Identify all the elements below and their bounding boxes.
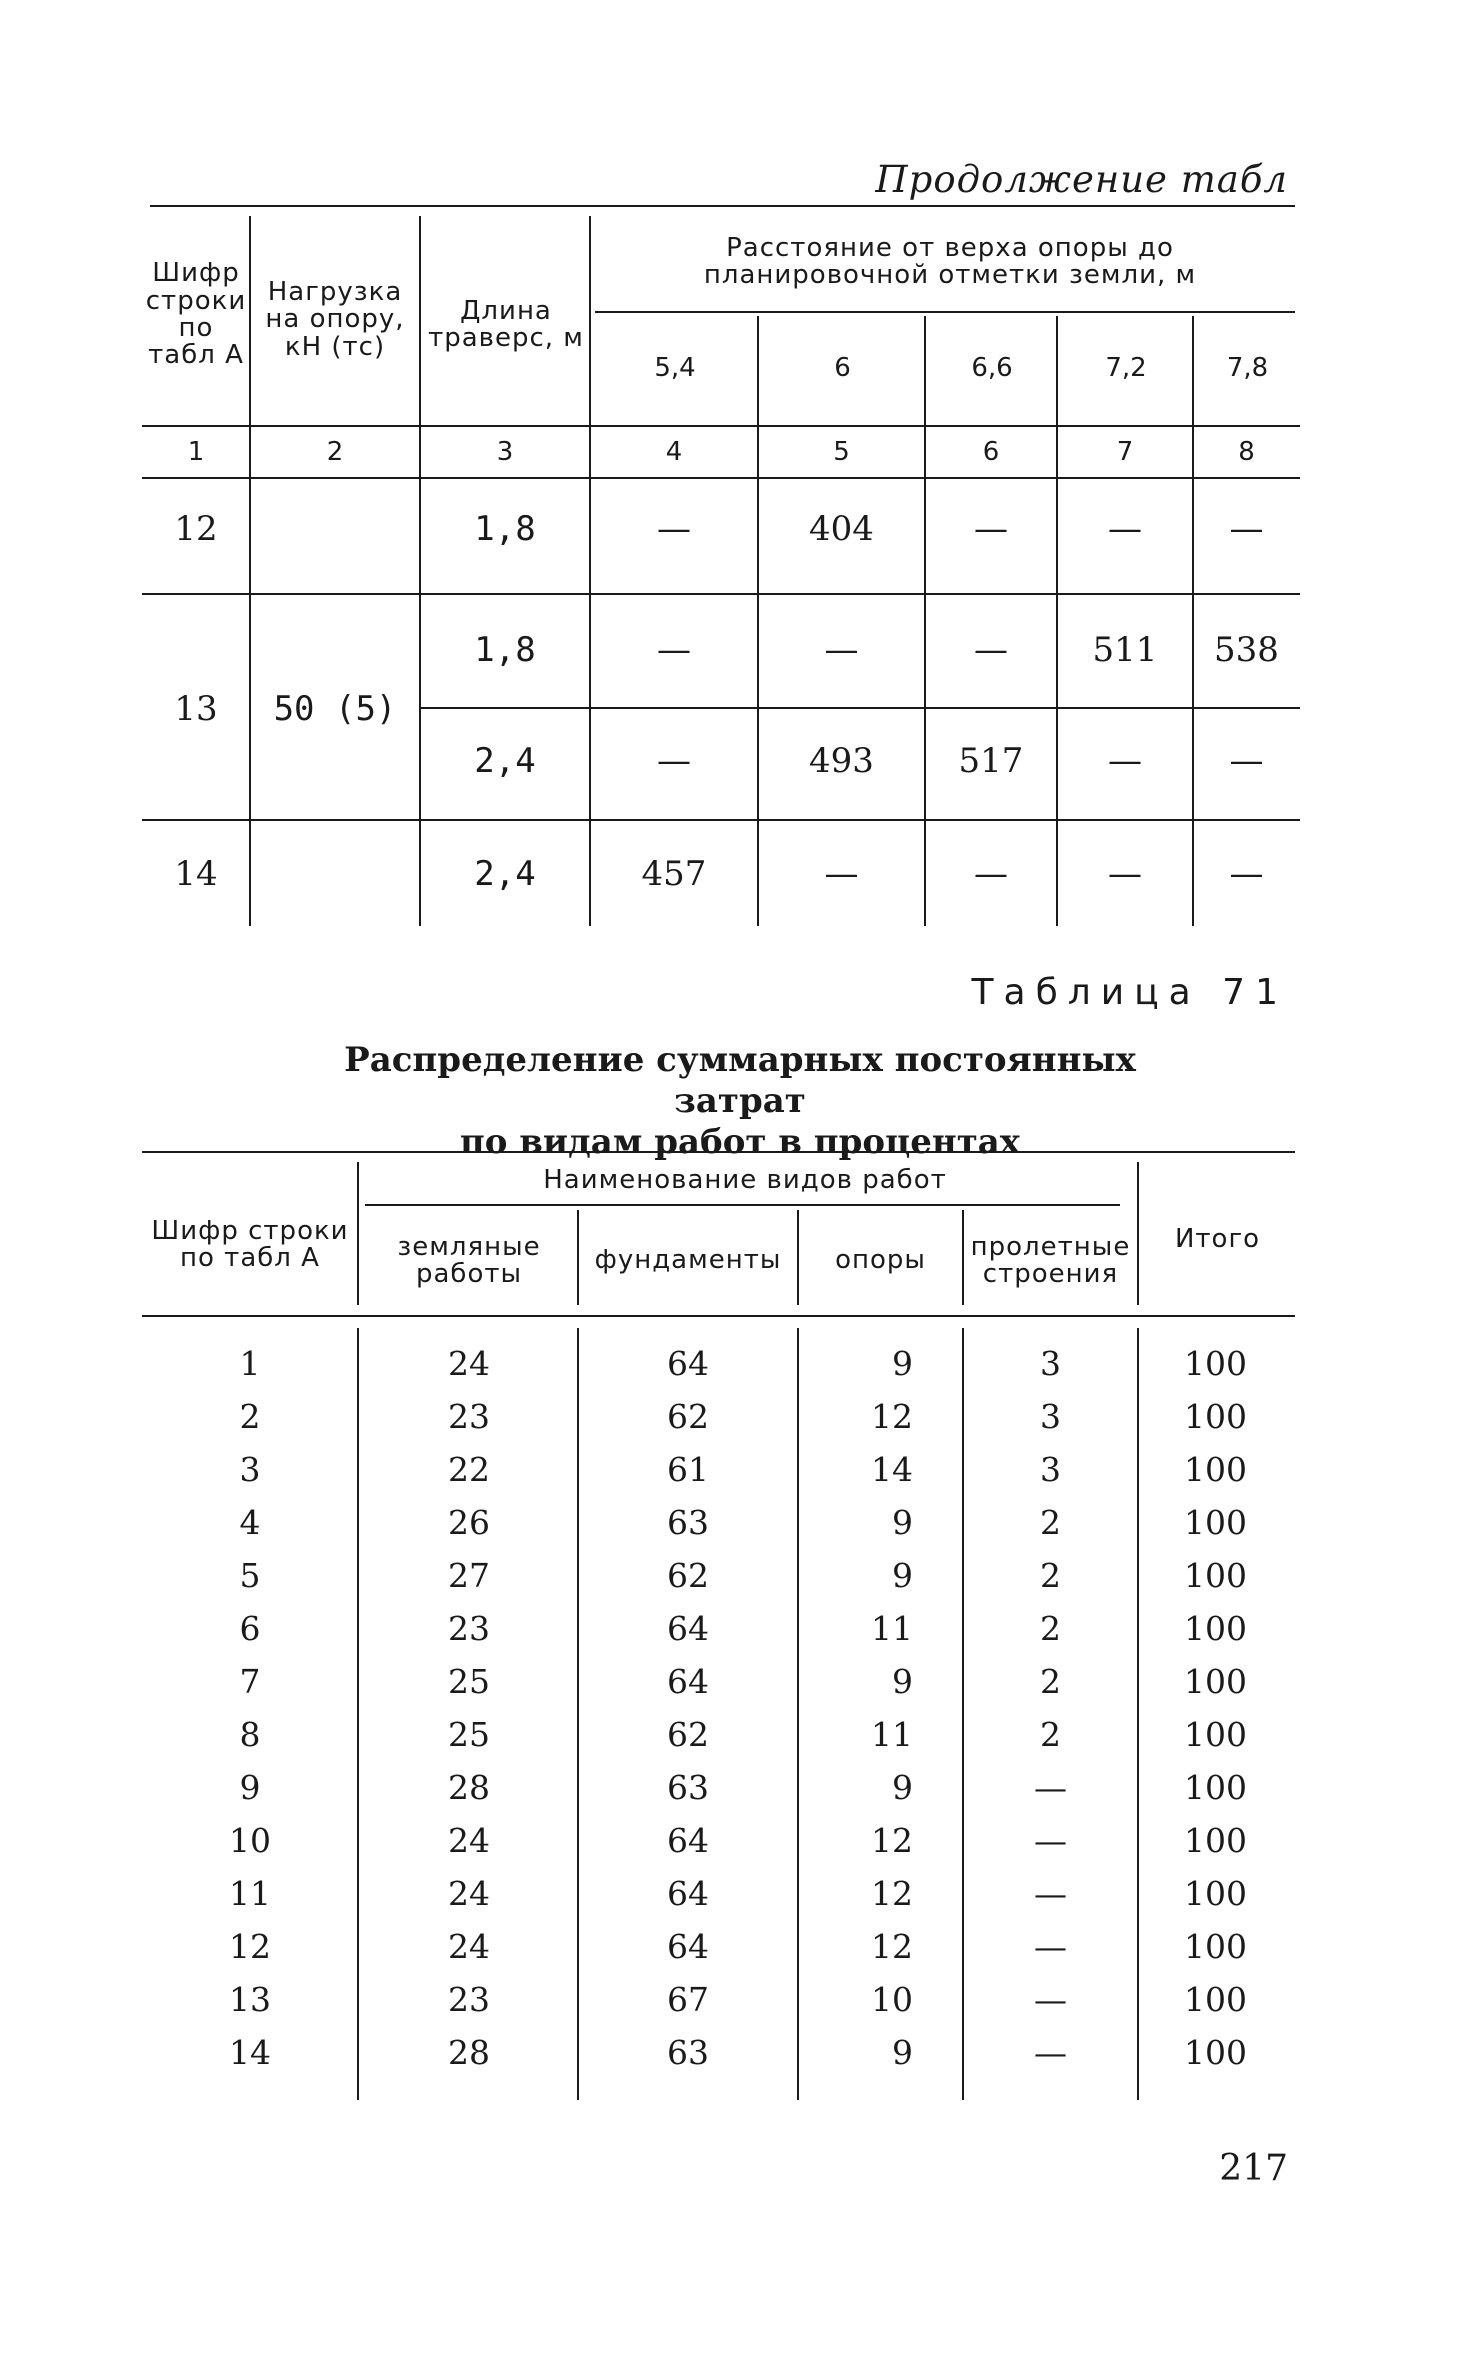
t2-header-spans: пролетные строения <box>970 1231 1131 1289</box>
t1-header-load: Нагрузка на опору, кН (тс) <box>265 277 405 362</box>
page-number: 217 <box>1219 2148 1288 2189</box>
t2-earth: 23 <box>448 1608 490 1648</box>
t2-supports: 9 <box>892 1502 913 1542</box>
t2-row-code: 1 <box>239 1343 261 1383</box>
t2-spans: — <box>1034 1820 1067 1860</box>
t2-row-code: 4 <box>239 1502 261 1542</box>
t2-foundations: 64 <box>667 1926 709 1966</box>
t1-load-value: 50 (5) <box>273 689 397 730</box>
t2-foundations: 63 <box>667 2032 709 2072</box>
t1-row-length: 1,8 <box>474 509 536 550</box>
t1-cell: — <box>1229 741 1264 782</box>
t1-cell: — <box>974 509 1008 550</box>
t1-row-length: 1,8 <box>474 630 536 671</box>
t2-foundations: 64 <box>667 1608 709 1648</box>
t2-spans: — <box>1034 1926 1067 1966</box>
t2-spans: 3 <box>1040 1343 1061 1383</box>
t2-total: 100 <box>1184 1873 1247 1913</box>
t2-foundations: 64 <box>667 1661 709 1701</box>
t2-total: 100 <box>1184 1608 1247 1648</box>
t2-spans: 2 <box>1040 1555 1061 1595</box>
t2-supports: 9 <box>892 1555 913 1595</box>
table-71-title-line2: по видам работ в процентах <box>459 1121 1021 1162</box>
t2-row-code: 14 <box>229 2032 271 2072</box>
t2-header-group: Наименование видов работ <box>543 1165 947 1196</box>
t1-header-dist-1: 5,4 <box>654 353 696 384</box>
t2-spans: — <box>1034 2032 1067 2072</box>
t2-spans: 2 <box>1040 1608 1061 1648</box>
t1-row-code: 13 <box>174 689 218 730</box>
t2-supports: 12 <box>871 1873 913 1913</box>
t1-cell: 538 <box>1214 630 1279 671</box>
continuation-title: Продолжение табл <box>875 158 1288 201</box>
t2-row-code: 13 <box>229 1979 271 2019</box>
t2-earth: 24 <box>448 1926 490 1966</box>
t2-total: 100 <box>1184 1555 1247 1595</box>
t2-foundations: 63 <box>667 1502 709 1542</box>
t2-foundations: 61 <box>667 1449 709 1489</box>
t1-header-dist-3: 6,6 <box>971 353 1013 384</box>
t1-cell: — <box>1229 509 1264 550</box>
t2-row-code: 2 <box>239 1396 261 1436</box>
t2-total: 100 <box>1184 1502 1247 1542</box>
t1-header-dist-4: 7,2 <box>1105 353 1147 384</box>
t1-cell: — <box>824 854 859 895</box>
t2-supports: 10 <box>871 1979 913 2019</box>
t2-spans: — <box>1034 1979 1067 2019</box>
table-71-label: Таблица 71 <box>971 972 1288 1013</box>
t2-foundations: 62 <box>667 1714 709 1754</box>
t2-row-code: 8 <box>239 1714 261 1754</box>
t2-supports: 14 <box>871 1449 913 1489</box>
t2-row-code: 5 <box>239 1555 261 1595</box>
t2-foundations: 64 <box>667 1873 709 1913</box>
t2-total: 100 <box>1184 1343 1247 1383</box>
t2-earth: 26 <box>448 1502 490 1542</box>
t2-supports: 12 <box>871 1396 913 1436</box>
t1-header-dist-5: 7,8 <box>1226 353 1269 384</box>
t1-cell: 511 <box>1092 630 1158 671</box>
t2-supports: 9 <box>892 1767 913 1807</box>
t2-row-code: 3 <box>239 1449 261 1489</box>
t2-earth: 23 <box>448 1396 490 1436</box>
t1-cell: 404 <box>809 509 874 550</box>
t2-row-code: 9 <box>239 1767 261 1807</box>
t1-colnum-7: 7 <box>1116 437 1134 468</box>
t1-cell: 457 <box>641 854 707 895</box>
t1-cell: — <box>657 630 691 671</box>
t1-cell: — <box>657 509 691 550</box>
t2-spans: 2 <box>1040 1661 1061 1701</box>
t2-foundations: 64 <box>667 1343 709 1383</box>
t2-total: 100 <box>1184 1979 1247 2019</box>
t2-row-code: 11 <box>229 1873 271 1913</box>
t2-supports: 11 <box>871 1714 913 1754</box>
t1-cell: 517 <box>958 741 1024 782</box>
t1-colnum-1: 1 <box>187 437 205 468</box>
t2-header-total: Итого <box>1174 1224 1261 1255</box>
t1-cell: — <box>1229 854 1264 895</box>
t2-supports: 12 <box>871 1926 913 1966</box>
t2-earth: 24 <box>448 1873 490 1913</box>
t2-header-code: Шифр строки по табл А <box>151 1215 349 1273</box>
t2-header-earth: земляные работы <box>397 1231 541 1289</box>
t1-header-dist-2: 6 <box>834 353 851 384</box>
t1-colnum-3: 3 <box>496 437 514 468</box>
t2-earth: 25 <box>448 1714 490 1754</box>
t2-spans: 3 <box>1040 1396 1061 1436</box>
t2-total: 100 <box>1184 1714 1247 1754</box>
t2-total: 100 <box>1184 1661 1247 1701</box>
t1-cell: — <box>1108 741 1142 782</box>
t2-spans: 3 <box>1040 1449 1061 1489</box>
t1-cell: — <box>1108 854 1142 895</box>
t2-supports: 11 <box>871 1608 913 1648</box>
t2-total: 100 <box>1184 1767 1247 1807</box>
table-71-title-line1: Распределение суммарных постоянных затрат <box>344 1040 1136 1121</box>
t2-earth: 27 <box>448 1555 490 1595</box>
t2-total: 100 <box>1184 1396 1247 1436</box>
t2-row-code: 6 <box>239 1608 261 1648</box>
t2-row-code: 7 <box>239 1661 261 1701</box>
t2-header-foundations: фундаменты <box>594 1245 782 1276</box>
t2-earth: 25 <box>448 1661 490 1701</box>
t1-cell: — <box>824 630 859 671</box>
t1-row-length: 2,4 <box>474 741 536 782</box>
table-71-title <box>300 1040 1180 1162</box>
t2-supports: 9 <box>892 2032 913 2072</box>
t2-supports: 9 <box>892 1343 913 1383</box>
t2-spans: 2 <box>1040 1502 1061 1542</box>
t2-supports: 9 <box>892 1661 913 1701</box>
t1-cell: — <box>1108 509 1142 550</box>
t2-earth: 28 <box>448 2032 490 2072</box>
t1-row-code: 14 <box>174 854 218 895</box>
t1-colnum-2: 2 <box>326 437 344 468</box>
t2-earth: 22 <box>448 1449 490 1489</box>
t1-header-traverse: Длина траверс, м <box>428 295 584 353</box>
t1-cell: 493 <box>809 741 874 782</box>
t2-earth: 24 <box>448 1820 490 1860</box>
t1-colnum-8: 8 <box>1238 437 1255 468</box>
t1-colnum-4: 4 <box>665 437 683 468</box>
t2-supports: 12 <box>871 1820 913 1860</box>
t2-earth: 28 <box>448 1767 490 1807</box>
t2-row-code: 12 <box>229 1926 271 1966</box>
t1-cell: — <box>974 854 1008 895</box>
t1-cell: — <box>657 741 691 782</box>
t2-total: 100 <box>1184 2032 1247 2072</box>
t2-foundations: 62 <box>667 1555 709 1595</box>
t2-foundations: 64 <box>667 1820 709 1860</box>
t1-cell: — <box>974 630 1008 671</box>
t1-header-code: Шифр строки по табл А <box>145 258 247 371</box>
t1-colnum-6: 6 <box>982 437 1000 468</box>
t1-row-code: 12 <box>174 509 218 550</box>
t2-total: 100 <box>1184 1449 1247 1489</box>
t2-earth: 24 <box>448 1343 490 1383</box>
t2-foundations: 67 <box>667 1979 709 2019</box>
t2-total: 100 <box>1184 1820 1247 1860</box>
t2-spans: — <box>1034 1767 1067 1807</box>
t2-row-code: 10 <box>229 1820 271 1860</box>
t2-spans: 2 <box>1040 1714 1061 1754</box>
t1-header-distance: Расстояние от верха опоры до планировочной отметки земли, м <box>703 232 1197 290</box>
t2-foundations: 62 <box>667 1396 709 1436</box>
t2-earth: 23 <box>448 1979 490 2019</box>
t2-foundations: 63 <box>667 1767 709 1807</box>
t2-header-supports: опоры <box>835 1245 926 1276</box>
t2-total: 100 <box>1184 1926 1247 1966</box>
t1-row-length: 2,4 <box>474 854 536 895</box>
t1-colnum-5: 5 <box>833 437 850 468</box>
t2-spans: — <box>1034 1873 1067 1913</box>
